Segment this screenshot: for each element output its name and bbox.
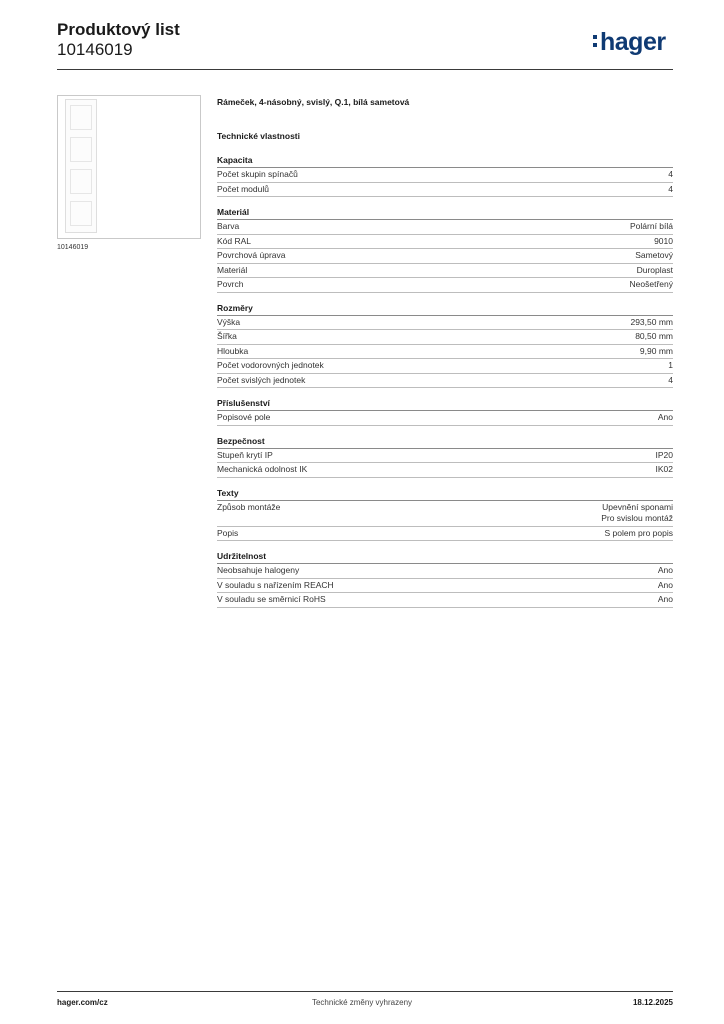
spec-row: [217, 316, 673, 331]
spec-section: [217, 436, 673, 478]
product-details: [217, 96, 673, 618]
spec-value-line: 4: [668, 183, 673, 194]
spec-label: Povrch: [217, 279, 244, 289]
spec-row: [217, 345, 673, 360]
spec-value: [604, 528, 673, 540]
spec-label: Počet modulů: [217, 183, 269, 194]
spec-label: Mechanická odolnost IK: [217, 464, 308, 474]
footer-website-link[interactable]: hager.com/cz: [57, 998, 108, 1007]
spec-label: Počet skupin spínačů: [217, 169, 298, 179]
section-title: Příslušenství: [217, 398, 673, 411]
spec-label: Šířka: [217, 331, 237, 341]
spec-row: [217, 278, 673, 293]
spec-label: Počet vodorovných jednotek: [217, 360, 324, 370]
spec-label: Barva: [217, 221, 240, 231]
spec-value-line: Ano: [657, 594, 673, 604]
spec-section: [217, 398, 673, 426]
frame-slot: [70, 169, 92, 194]
header-divider: [57, 69, 673, 70]
spec-row: [217, 527, 673, 542]
spec-value: [630, 317, 673, 329]
section-title: Materiál: [217, 207, 673, 220]
spec-section: [217, 207, 673, 293]
spec-value-line: 4: [668, 169, 673, 179]
spec-label: Materiál: [217, 264, 248, 275]
spec-section: [217, 303, 673, 389]
spec-value: [601, 502, 673, 525]
document-header: [57, 20, 180, 60]
spec-value: [637, 265, 673, 277]
spec-value-line: Sametový: [635, 250, 673, 260]
spec-label: V souladu s nařízením REACH: [217, 579, 334, 590]
frame-slot: [70, 105, 92, 130]
logo-dots-icon: [593, 28, 598, 56]
section-title: Texty: [217, 488, 673, 501]
spec-value: [658, 594, 673, 606]
product-image: [57, 95, 201, 239]
frame-slot: [70, 201, 92, 226]
footer-disclaimer: Technické změny vyhrazeny: [311, 998, 413, 1007]
product-name: Rámeček, 4-násobný, svislý, Q.1, bílá sametová: [217, 97, 410, 107]
spec-section: [217, 551, 673, 608]
spec-value: [668, 360, 673, 372]
section-title: Rozměry: [217, 303, 673, 316]
spec-row: [217, 593, 673, 608]
spec-label: Výška: [217, 316, 241, 327]
spec-value: [656, 450, 674, 462]
spec-label: Povrchová úprava: [217, 250, 286, 260]
section-title: Udržitelnost: [217, 551, 673, 564]
spec-row: [217, 463, 673, 478]
spec-label: V souladu se směrnicí RoHS: [217, 594, 326, 604]
spec-value-line: 293,50 mm: [630, 316, 673, 327]
spec-value-line: 4: [668, 374, 673, 385]
spec-value: [668, 169, 673, 181]
spec-value-line: Duroplast: [636, 264, 673, 275]
hager-logo[interactable]: [593, 28, 666, 56]
spec-value: [654, 236, 673, 248]
image-caption: 10146019: [57, 244, 89, 251]
spec-row: [217, 235, 673, 250]
spec-value: [656, 464, 674, 476]
spec-row: [217, 264, 673, 279]
spec-row: [217, 501, 673, 527]
spec-label: Neobsahuje halogeny: [217, 565, 300, 575]
technical-properties-heading: Technické vlastnosti: [217, 131, 300, 141]
spec-value-line: Polární bílá: [630, 221, 673, 231]
spec-row: [217, 168, 673, 183]
spec-value-line: IP20: [655, 449, 673, 460]
spec-value-line: 80,50 mm: [635, 331, 673, 341]
spec-row: [217, 330, 673, 345]
spec-row: [217, 359, 673, 374]
spec-row: [217, 249, 673, 264]
spec-label: Popisové pole: [217, 412, 271, 422]
spec-value: [658, 565, 673, 577]
spec-value-line: IK02: [655, 464, 673, 474]
spec-value: [630, 279, 673, 291]
spec-value: [630, 221, 673, 233]
spec-value-line: 1: [668, 360, 673, 370]
spec-value-line: Neošetřený: [629, 279, 673, 289]
spec-row: [217, 374, 673, 389]
spec-row: [217, 449, 673, 464]
footer-date: 18.12.2025: [632, 998, 673, 1007]
document-title: Produktový list: [57, 20, 180, 39]
spec-value-line: 9010: [654, 235, 673, 246]
spec-value-line: Ano: [657, 412, 673, 422]
spec-label: Hloubka: [217, 345, 249, 356]
frame-slot: [70, 137, 92, 162]
spec-value-line: Upevnění sponami: [602, 501, 673, 512]
spec-label: Způsob montáže: [217, 501, 281, 512]
spec-value-line: Ano: [657, 565, 673, 575]
spec-value: [668, 184, 673, 196]
spec-value-line: Ano: [657, 579, 673, 590]
product-number: 10146019: [57, 40, 133, 59]
specification-sections: [217, 155, 673, 608]
spec-row: [217, 579, 673, 594]
spec-label: Stupeň krytí IP: [217, 449, 273, 460]
spec-row: [217, 411, 673, 426]
spec-value: [635, 250, 673, 262]
spec-section: [217, 155, 673, 197]
spec-row: [217, 564, 673, 579]
spec-label: Počet svislých jednotek: [217, 374, 306, 385]
spec-value: [640, 346, 673, 358]
section-title: Bezpečnost: [217, 436, 673, 449]
spec-row: [217, 220, 673, 235]
spec-row: [217, 183, 673, 198]
frame-drawing: [65, 99, 97, 233]
footer-divider: [57, 991, 673, 992]
spec-value-line: Pro svislou montáž: [601, 513, 673, 523]
spec-label: Kód RAL: [217, 235, 252, 246]
logo-text: hager: [600, 28, 666, 56]
spec-value-line: 9,90 mm: [639, 345, 673, 356]
spec-value-line: S polem pro popis: [604, 527, 673, 538]
spec-label: Popis: [217, 527, 239, 538]
spec-value: [635, 331, 673, 343]
spec-value: [658, 580, 673, 592]
spec-section: [217, 488, 673, 542]
section-title: Kapacita: [217, 155, 673, 168]
spec-value: [658, 412, 673, 424]
spec-value: [668, 375, 673, 387]
